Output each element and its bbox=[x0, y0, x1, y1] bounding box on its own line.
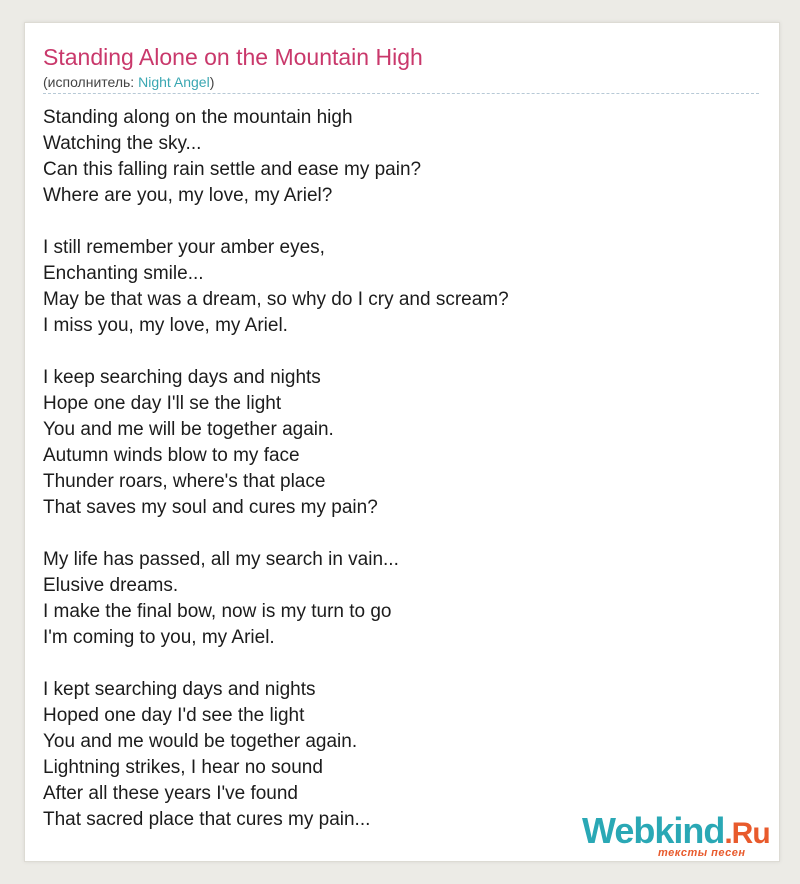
lyric-line: I miss you, my love, my Ariel. bbox=[43, 315, 288, 336]
lyrics-body bbox=[43, 105, 743, 859]
lyric-line: Elusive dreams. bbox=[43, 575, 179, 596]
lyric-line: That saves my soul and cures my pain? bbox=[43, 497, 378, 518]
song-title: Standing Alone on the Mountain High bbox=[43, 44, 423, 70]
lyric-line: Can this falling rain settle and ease my pain? bbox=[43, 159, 422, 180]
lyric-line: I keep searching days and nights bbox=[43, 367, 321, 388]
logo-tld: .Ru bbox=[724, 817, 770, 850]
webkind-logo[interactable] bbox=[582, 811, 782, 859]
stanza bbox=[43, 235, 743, 339]
artist-suffix: ) bbox=[209, 74, 215, 90]
lyric-line: Where are you, my love, my Ariel? bbox=[43, 185, 333, 206]
lyric-line: Standing along on the mountain high bbox=[43, 107, 353, 128]
lyric-line: That sacred place that cures my pain... bbox=[43, 809, 371, 830]
lyric-line: Enchanting smile... bbox=[43, 263, 204, 284]
stanza bbox=[43, 365, 743, 521]
dashed-divider bbox=[43, 93, 759, 94]
lyric-line: My life has passed, all my search in vain... bbox=[43, 549, 399, 570]
artist-line bbox=[43, 74, 214, 90]
lyric-line: Hoped one day I'd see the light bbox=[43, 705, 305, 726]
lyric-line: Lightning strikes, I hear no sound bbox=[43, 757, 323, 778]
lyric-line: Thunder roars, where's that place bbox=[43, 471, 326, 492]
lyric-line: I kept searching days and nights bbox=[43, 679, 316, 700]
lyric-line: You and me will be together again. bbox=[43, 419, 334, 440]
lyric-line: Autumn winds blow to my face bbox=[43, 445, 300, 466]
logo-brand: Webkind bbox=[582, 810, 725, 851]
artist-prefix: (исполнитель: bbox=[43, 74, 139, 90]
stanza bbox=[43, 105, 743, 209]
lyric-line: Hope one day I'll se the light bbox=[43, 393, 282, 414]
logo-tagline: тексты песен bbox=[658, 847, 746, 859]
artist-link[interactable]: Night Angel bbox=[138, 74, 210, 90]
lyric-line: Watching the sky... bbox=[43, 133, 202, 154]
lyric-line: After all these years I've found bbox=[43, 783, 298, 804]
lyric-line: I'm coming to you, my Ariel. bbox=[43, 627, 275, 648]
lyric-line: You and me would be together again. bbox=[43, 731, 358, 752]
lyric-line: May be that was a dream, so why do I cry and scream? bbox=[43, 289, 509, 310]
lyrics-card bbox=[24, 22, 780, 862]
lyric-line: I make the final bow, now is my turn to go bbox=[43, 601, 392, 622]
lyric-line: I still remember your amber eyes, bbox=[43, 237, 325, 258]
stanza bbox=[43, 547, 743, 651]
